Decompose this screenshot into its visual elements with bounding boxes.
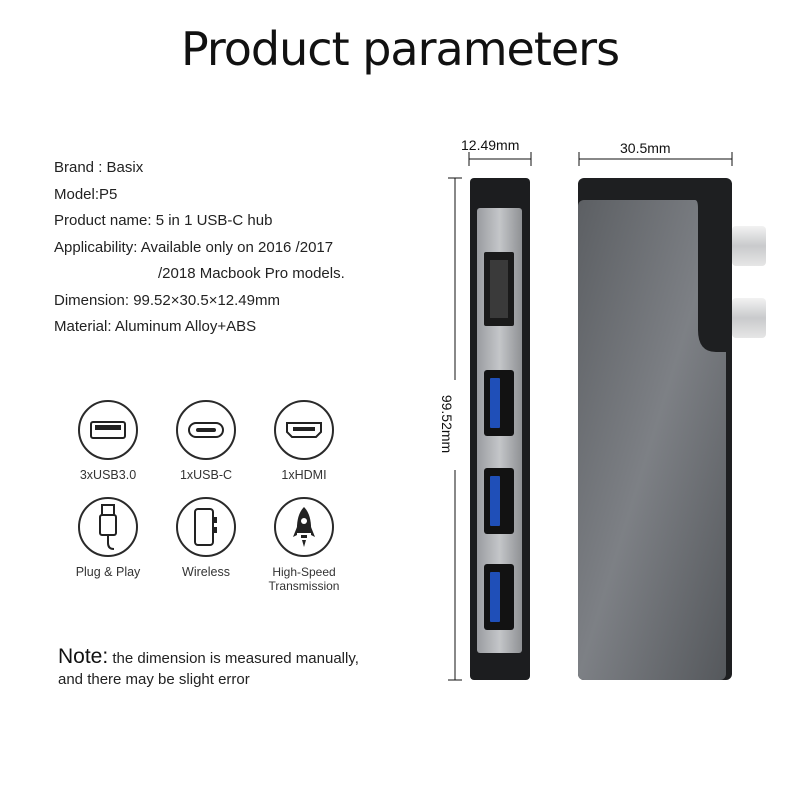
spec-brand: Brand : Basix — [54, 159, 144, 176]
spec-dimension: Dimension: 99.52×30.5×12.49mm — [54, 291, 280, 309]
feature-plug-play — [58, 497, 158, 579]
feature-label: 1xHDMI — [281, 468, 327, 482]
hub-illustration — [440, 130, 800, 690]
feature-hdmi — [254, 400, 354, 482]
usb-a-port-icon — [78, 400, 138, 460]
plug-icon — [78, 497, 138, 557]
feature-high-speed — [254, 497, 354, 593]
feature-usbc — [156, 400, 256, 482]
spec-material: Material: Aluminum Alloy+ABS — [54, 318, 257, 335]
note-heading: Note: — [58, 645, 109, 668]
hdmi-port-icon — [274, 400, 334, 460]
spec-applicability: Applicability: Available only on 2016 /2017 — [54, 238, 334, 256]
dimension-thickness: 12.49mm — [461, 137, 520, 153]
dimension-width: 30.5mm — [620, 140, 671, 156]
dimension-length: 99.52mm — [439, 394, 456, 454]
feature-label: Wireless — [182, 565, 230, 579]
note-text: the dimension is measured manually, — [108, 650, 359, 667]
spec-model: Model:P5 — [54, 185, 118, 203]
usb-c-port-icon — [176, 400, 236, 460]
product-diagram — [440, 130, 800, 690]
feature-label: High-Speed Transmission — [268, 565, 340, 593]
note-text-2: and there may be slight error — [58, 671, 250, 688]
feature-label: Plug & Play — [75, 565, 141, 579]
feature-wireless — [156, 497, 256, 579]
rocket-icon — [274, 497, 334, 557]
spec-applicability-cont: /2018 Macbook Pro models. — [158, 265, 345, 282]
feature-usb3 — [58, 400, 158, 482]
page-title: Product parameters — [180, 22, 620, 76]
measurement-note — [58, 646, 418, 690]
spec-list — [54, 155, 434, 341]
wireless-drive-icon — [176, 497, 236, 557]
feature-label: 1xUSB-C — [179, 468, 233, 482]
feature-label: 3xUSB3.0 — [79, 468, 137, 482]
feature-grid — [58, 400, 358, 600]
spec-product-name: Product name: 5 in 1 USB-C hub — [54, 212, 273, 229]
